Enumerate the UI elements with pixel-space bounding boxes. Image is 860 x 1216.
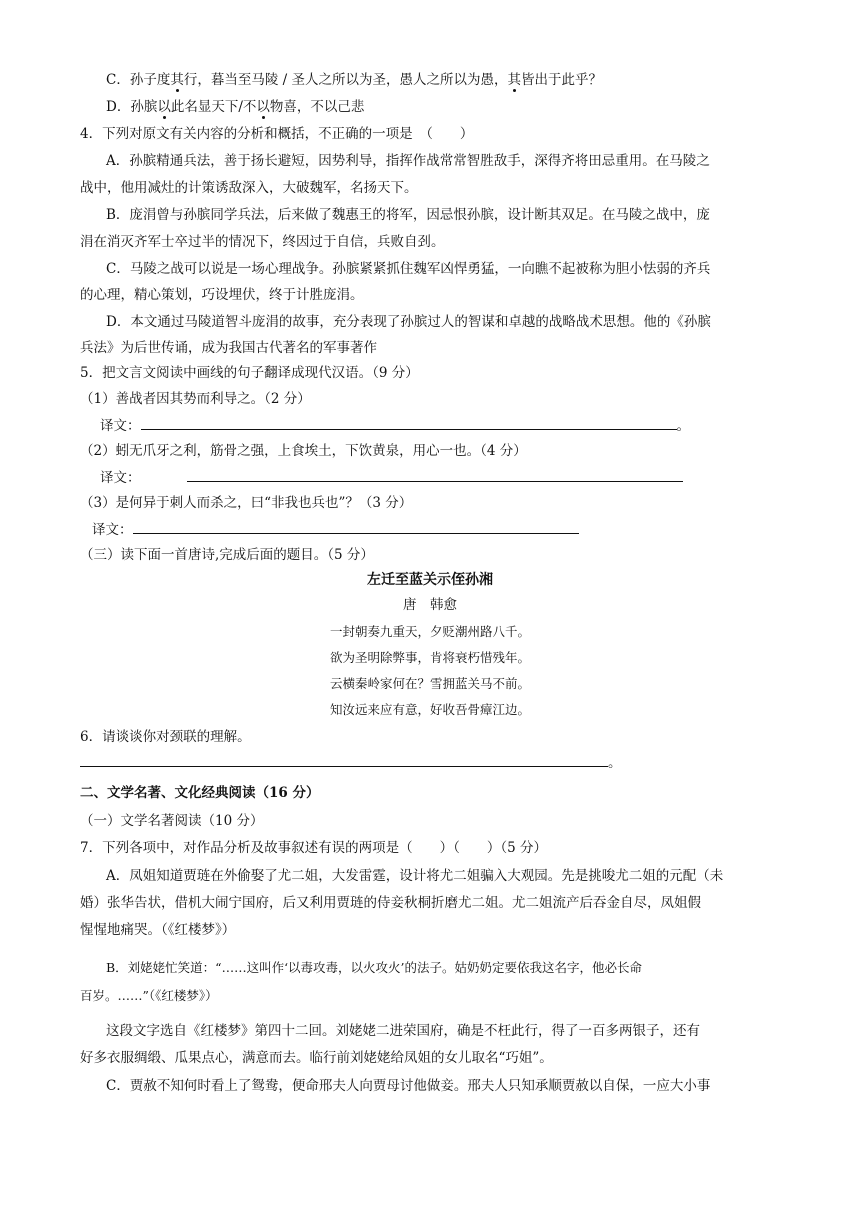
q7-stem: 7．下列各项中，对作品分析及故事叙述有误的两项是（ ）（ ）（5 分） [80,840,547,856]
q7-option-b-line4: 好多衣服绸缎、瓜果点心，满意而去。临行前刘姥姥给凤姐的女儿取名“巧姐”。 [80,1050,553,1066]
q5-answer-1: 译文： 。 [100,415,690,436]
part-2-heading: 二、文学名著、文化经典阅读（16 分） [80,785,320,801]
q6-answer: 。 [80,752,622,773]
q7-option-a-line3: 惺惺地痛哭。（《红楼梦》） [80,922,236,938]
section-3-heading: （三）读下面一首唐诗,完成后面的题目。（5 分） [80,547,374,563]
poem-line-3: 云横秦岭家何在？雪拥蓝关马不前。 [329,676,530,691]
poem-line-4: 知汝远来应有意，好收吾骨瘴江边。 [329,702,530,717]
answer-line [133,519,579,534]
q5-stem: 5．把文言文阅读中画线的句子翻译成现代汉语。（9 分） [80,365,419,381]
answer-line [141,415,677,430]
q4-option-a-line2: 战中，他用减灶的计策诱敌深入，大破魏军，名扬天下。 [80,180,418,196]
q7-option-b-line1: B．刘姥姥忙笑道：“……这叫作‘以毒攻毒，以火攻火’的法子。姑奶奶定要依我这名字，他必长命 [106,960,643,975]
poem-author: 唐 韩愈 [403,597,457,613]
q3-option-d: D．孙膑以此名显天下/不以物喜，不以己悲 [106,99,365,115]
q4-stem: 4．下列对原文有关内容的分析和概括，不正确的一项是 （ ） [80,126,474,142]
poem-line-1: 一封朝奏九重天，夕贬潮州路八千。 [329,624,530,639]
poem-title: 左迁至蓝关示侄孙湘 [367,572,493,588]
translation-label: 译文： [100,418,141,434]
q7-option-a-line1: A．凤姐知道贾琏在外偷娶了尤二姐，大发雷霆，设计将尤二姐骗入大观园。先是挑唆尤二姐的元配（未 [106,868,724,884]
q4-option-b-line1: B．庞涓曾与孙膑同学兵法，后来做了魏惠王的将军，因忌恨孙膑，设计断其双足。在马陵之战中，庞 [106,207,710,223]
translation-label: 译文： [100,470,141,486]
q4-option-c-line2: 的心理，精心策划，巧设埋伏，终于计胜庞涓。 [80,287,364,303]
part-2-subheading: （一）文学名著阅读（10 分） [80,813,264,829]
q6-stem: 6．请谈谈你对颈联的理解。 [80,729,251,745]
translation-label: 译文： [92,522,133,538]
answer-line [80,752,608,767]
q7-option-a-line2: 婚）张华告状，借机大闹宁国府，后又利用贾琏的侍妾秋桐折磨尤二姐。尤二姐流产后吞金自尽，凤姐假 [80,895,701,911]
q5-sentence-3: （3）是何异于刺人而杀之，曰“非我也兵也”？（3 分） [80,495,413,511]
q3-option-c: C．孙子度其行，暮当至马陵 / 圣人之所以为圣，愚人之所以为愚，其皆出于此乎？ [106,72,602,88]
q5-answer-2 [100,467,683,488]
q7-option-b-line2: 百岁。……”（《红楼梦》） [80,988,218,1003]
q4-option-a-line1: A．孙膑精通兵法，善于扬长避短，因势利导，指挥作战常常智胜敌手，深得齐将田忌重用。在马陵之 [106,153,710,169]
q7-option-b-line3: 这段文字选自《红楼梦》第四十二回。刘姥姥二进荣国府，确是不枉此行，得了一百多两银子，还有 [106,1023,700,1039]
q4-option-b-line2: 涓在消灭齐军士卒过半的情况下，终因过于自信，兵败自刭。 [80,234,445,250]
q7-option-c-line1: C．贾赦不知何时看上了鸳鸯，便命邢夫人向贾母讨他做妾。邢夫人只知承顺贾赦以自保，一应大小事 [106,1078,711,1094]
q5-sentence-1: （1）善战者因其势而利导之。（2 分） [80,391,311,407]
q5-answer-3 [92,519,579,540]
q4-option-d-line2: 兵法》为后世传诵，成为我国古代著名的军事著作 [80,340,377,356]
q4-option-c-line1: C．马陵之战可以说是一场心理战争。孙膑紧紧抓住魏军凶悍勇猛，一向瞧不起被称为胆小怯弱的齐兵 [106,261,711,277]
answer-line [187,467,683,482]
poem-line-2: 欲为圣明除弊事，肯将衰朽惜残年。 [329,650,530,665]
q5-sentence-2: （2）蚓无爪牙之利，筋骨之强，上食埃土，下饮黄泉，用心一也。（4 分） [80,443,527,459]
q4-option-d-line1: D．本文通过马陵道智斗庞涓的故事，充分表现了孙膑过人的智谋和卓越的战略战术思想。他的《孙膑 [106,314,711,330]
